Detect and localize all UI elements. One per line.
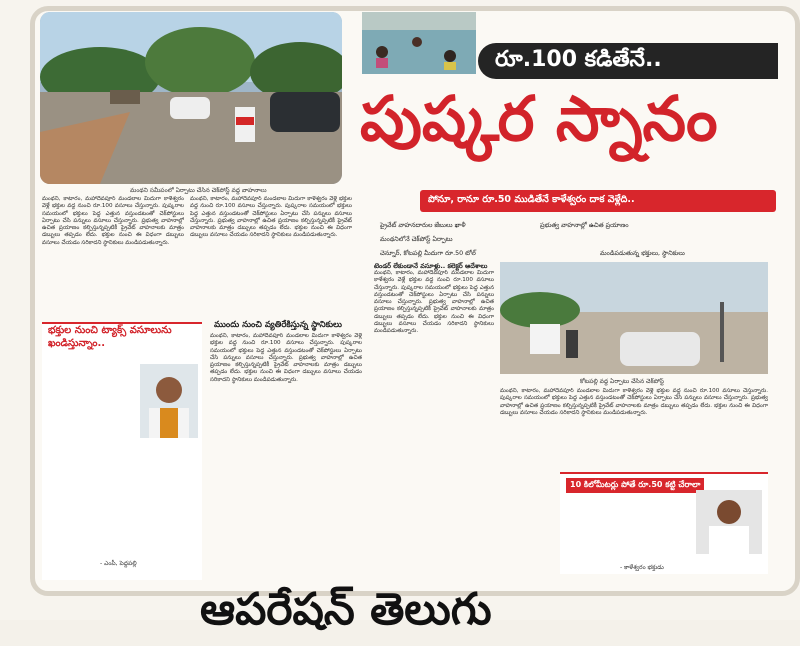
vehicles-image	[500, 262, 768, 374]
headline: పుష్కర స్నానం	[360, 82, 718, 155]
mid-heading: ముందు నుంచి వ్యతిరేకిస్తున్న స్థానికులు	[214, 320, 342, 330]
checkpost-photo	[40, 12, 342, 184]
bullet-5: మండిపడుతున్న భక్తులు, స్థానికులు	[600, 250, 685, 257]
person-photo-right	[696, 490, 762, 554]
body-col-2: మంథని, కాటారం, మహాదేవపూర్ మండలాల మీదుగా కాళేశ్వరం వెళ్లే భక్తుల వద్ద నుంచి రూ.100 వసూలు చేస్తున్నారు. పుష్కరాల సమయంలో భక్తులు పెద్ద ఎత్తున వస్తుండటంతో చెక్‌పోస్టులు ఏర్పాటు చేసి పన్నులు వసూలు చేస్తున్నారు. ప్రభుత్వ వాహనాల్లో ఉచిత ప్రయాణం కల్పిస్తున్నప్పటికీ ప్రైవేట్ వాహనాలకు మాత్రం డబ్బులు తప్పడం లేదు. భక్తుల నుంచి ఈ విధంగా డబ్బులు వసూలు చేయడం సరికాదని స్థానికులు మండిపడుతున్నారు.	[190, 196, 352, 239]
right-subheading: టెండర్ లేకుండానే వసూళ్లు.. కలెక్టర్ ఆదేశాలు	[374, 262, 488, 270]
subheadline: పోనూ, రానూ రూ.50 ముడితేనే కాళేశ్వరం దాక వెళ్లేది..	[428, 194, 635, 205]
side-box-title: 10 కిలోమీటర్లు పోతే రూ.50 కట్టి చేరాలా	[566, 478, 704, 493]
left-box-title: భక్తుల నుంచి ట్యాక్స్ వసూలును ఖండిస్తున్నాం..	[48, 325, 172, 349]
portrait-right	[696, 490, 762, 554]
bullet-4: చెన్నూర్, కోటపల్లి మీదుగా రూ.50 టోల్	[380, 250, 476, 257]
bathers-photo	[362, 12, 476, 74]
body-col-5: మంథని, కాటారం, మహాదేవపూర్ మండలాల మీదుగా కాళేశ్వరం వెళ్లే భక్తుల వద్ద నుంచి రూ.100 వసూలు చేస్తున్నారు. పుష్కరాల సమయంలో భక్తులు పెద్ద ఎత్తున వస్తుండటంతో చెక్‌పోస్టులు ఏర్పాటు చేసి పన్నులు వసూలు చేస్తున్నారు. ప్రభుత్వ వాహనాల్లో ఉచిత ప్రయాణం కల్పిస్తున్నప్పటికీ ప్రైవేట్ వాహనాలకు మాత్రం డబ్బులు తప్పడం లేదు. భక్తుల నుంచి ఈ విధంగా డబ్బులు వసూలు చేయడం సరికాదని స్థానికులు మండిపడుతున్నారు.	[500, 388, 768, 416]
bullet-1: ప్రైవేట్ వాహనదారుల జేబులు ఖాళీ	[380, 222, 466, 229]
kicker-text: రూ.100 కడితేనే..	[495, 47, 662, 72]
road-scene-image	[40, 12, 342, 184]
left-box-signature: - ఎంపీ, పెద్దపల్లి	[100, 560, 137, 567]
kotapalli-photo	[500, 262, 768, 374]
river-bath-image	[362, 12, 476, 74]
body-col-1: మంథని, కాటారం, మహాదేవపూర్ మండలాల మీదుగా కాళేశ్వరం వెళ్లే భక్తుల వద్ద నుంచి రూ.100 వసూలు చేస్తున్నారు. పుష్కరాల సమయంలో భక్తులు పెద్ద ఎత్తున వస్తుండటంతో చెక్‌పోస్టులు ఏర్పాటు చేసి పన్నులు వసూలు చేస్తున్నారు. ప్రభుత్వ వాహనాల్లో ఉచిత ప్రయాణం కల్పిస్తున్నప్పటికీ ప్రైవేట్ వాహనాలకు మాత్రం డబ్బులు తప్పడం లేదు. భక్తుల నుంచి ఈ విధంగా డబ్బులు వసూలు చేయడం సరికాదని స్థానికులు మండిపడుతున్నారు.	[42, 196, 184, 246]
left-quote-box	[42, 322, 202, 580]
bullet-2: ప్రభుత్వ వాహనాల్లో ఉచిత ప్రయాణం	[540, 222, 629, 229]
person-photo	[140, 364, 198, 438]
bullet-3: మంథనిలోనే చెక్‌పోస్ట్ ఏర్పాటు	[380, 236, 453, 243]
body-col-4: మంథని, కాటారం, మహాదేవపూర్ మండలాల మీదుగా కాళేశ్వరం వెళ్లే భక్తుల వద్ద నుంచి రూ.100 వసూలు చేస్తున్నారు. పుష్కరాల సమయంలో భక్తులు పెద్ద ఎత్తున వస్తుండటంతో చెక్‌పోస్టులు ఏర్పాటు చేసి పన్నులు వసూలు చేస్తున్నారు. ప్రభుత్వ వాహనాల్లో ఉచిత ప్రయాణం కల్పిస్తున్నప్పటికీ ప్రైవేట్ వాహనాలకు మాత్రం డబ్బులు తప్పడం లేదు. భక్తుల నుంచి ఈ విధంగా డబ్బులు వసూలు చేయడం సరికాదని స్థానికులు మండిపడుతున్నారు.	[374, 270, 494, 335]
right-photo-caption: కోటపల్లి వద్ద ఏర్పాటు చేసిన చెక్‌పోస్ట్	[580, 378, 664, 385]
right-box-signature: - కాళేశ్వరం భక్తుడు	[620, 564, 664, 571]
body-col-3: మంథని, కాటారం, మహాదేవపూర్ మండలాల మీదుగా కాళేశ్వరం వెళ్లే భక్తుల వద్ద నుంచి రూ.100 వసూలు చేస్తున్నారు. పుష్కరాల సమయంలో భక్తులు పెద్ద ఎత్తున వస్తుండటంతో చెక్‌పోస్టులు ఏర్పాటు చేసి పన్నులు వసూలు చేస్తున్నారు. ప్రభుత్వ వాహనాల్లో ఉచిత ప్రయాణం కల్పిస్తున్నప్పటికీ ప్రైవేట్ వాహనాలకు మాత్రం డబ్బులు తప్పడం లేదు. భక్తుల నుంచి ఈ విధంగా డబ్బులు వసూలు చేయడం సరికాదని స్థానికులు మండిపడుతున్నారు.	[210, 333, 362, 383]
bottom-heading: ఆపరేషన్ తెలుగు	[200, 584, 492, 635]
left-photo-caption: మంథని సమీపంలో ఏర్పాటు చేసిన చెక్‌పోస్ట్ వద్ద వాహనాలు	[130, 187, 267, 194]
portrait-mp	[140, 364, 198, 438]
